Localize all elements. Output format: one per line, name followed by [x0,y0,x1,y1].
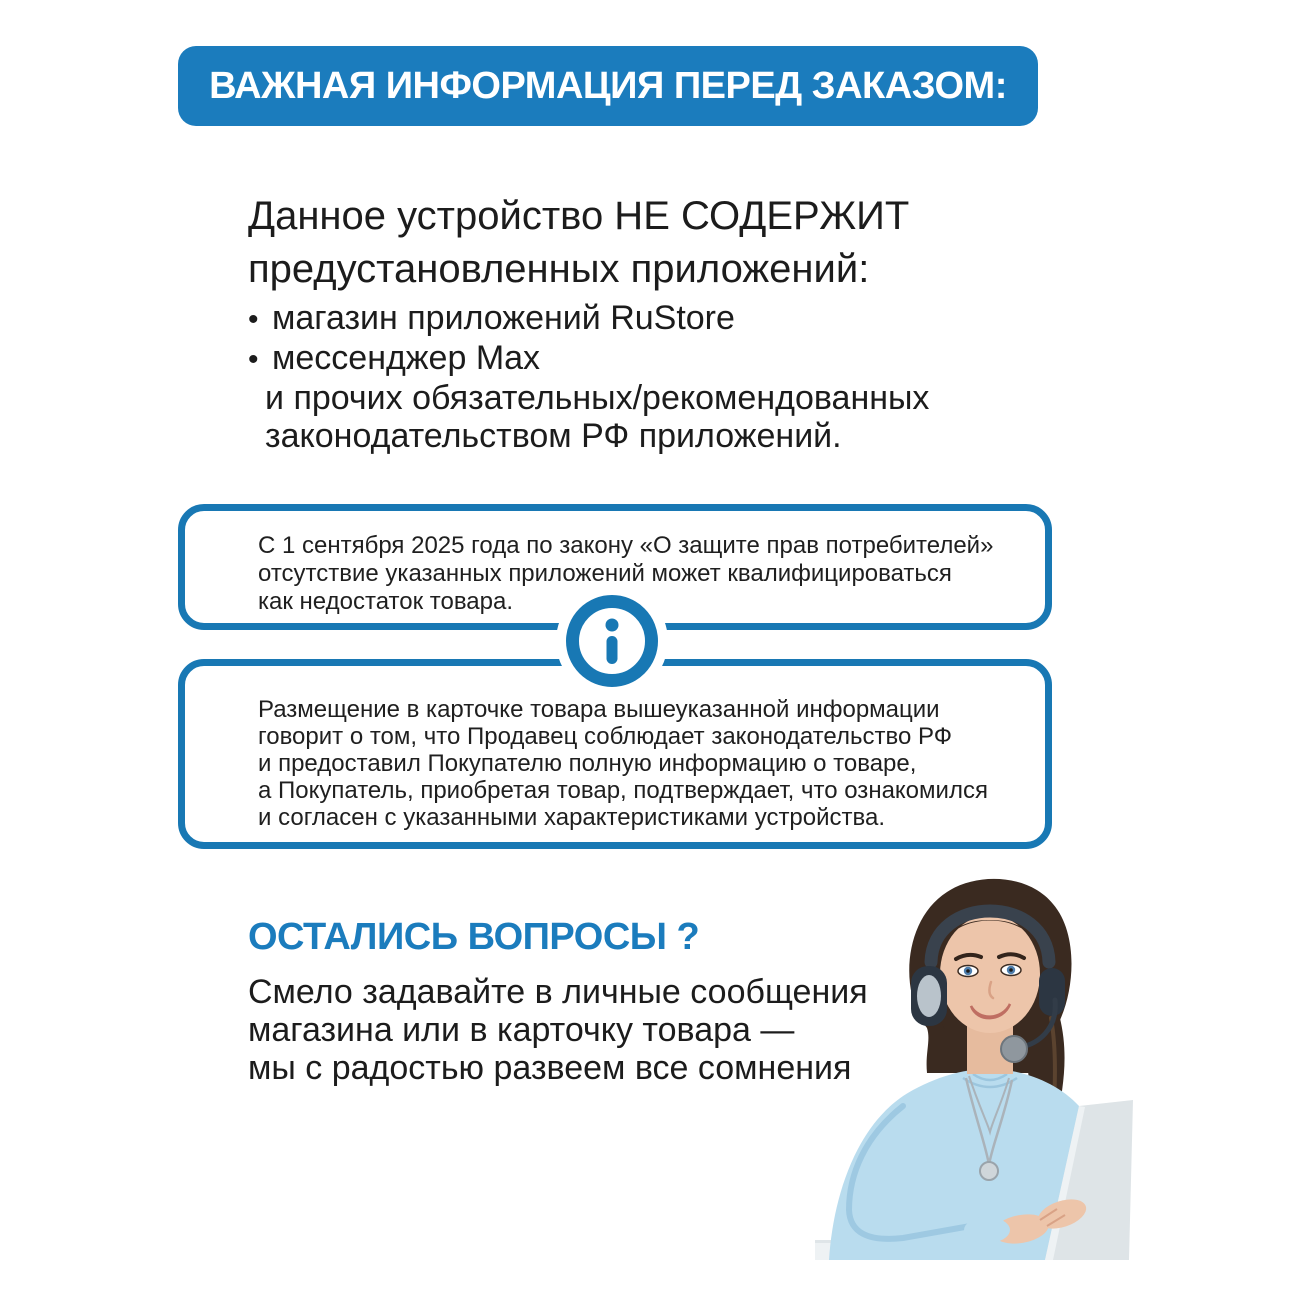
law-note-line1: С 1 сентября 2025 года по закону «О защите прав потребителей» [258,532,994,559]
law-note-line2: отсутствие указанных приложений может квалифицироваться [258,560,952,587]
bullet-dot-icon: • [248,343,259,376]
law-note-line3: как недостаток товара. [258,588,514,615]
placement-note-box [178,659,1052,849]
list-item-text: магазин приложений RuStore [272,299,735,337]
preinstalled-apps-list [248,299,929,455]
placement-note-line2: говорит о том, что Продавец соблюдает законодательство РФ [258,723,952,750]
list-item [248,339,929,379]
intro-heading-line2: предустановленных приложений: [248,247,870,291]
questions-body [248,973,868,1087]
info-icon-glyph [599,618,625,664]
questions-body-line3: мы с радостью развеем все сомнения [248,1049,852,1087]
questions-body-line1: Смело задавайте в личные сообщения [248,973,868,1011]
header-title: ВАЖНАЯ ИНФОРМАЦИЯ ПЕРЕД ЗАКАЗОМ: [209,64,1007,107]
list-continuation-line: и прочих обязательных/рекомендованных [265,379,930,417]
placement-note-line1: Размещение в карточке товара вышеуказанной информации [258,696,940,723]
list-item-text: мессенджер Max [272,339,541,377]
placement-note-line4: а Покупатель, приобретая товар, подтверждает, что ознакомился [258,777,988,804]
intro-heading-line1: Данное устройство НЕ СОДЕРЖИТ [248,194,910,238]
questions-heading: ОСТАЛИСЬ ВОПРОСЫ ? [248,916,700,958]
support-agent-image [815,868,1145,1260]
info-icon [566,595,658,687]
placement-note-line5: и согласен с указанными характеристиками устройства. [258,804,886,831]
placement-note-line3: и предоставил Покупателю полную информацию о товаре, [258,750,917,777]
list-item [248,299,929,339]
list-continuation-line: законодательством РФ приложений. [265,417,842,455]
questions-body-line2: магазина или в карточку товара — [248,1011,795,1049]
header-banner [178,46,1038,126]
bullet-dot-icon: • [248,303,259,336]
intro-heading [248,190,909,296]
